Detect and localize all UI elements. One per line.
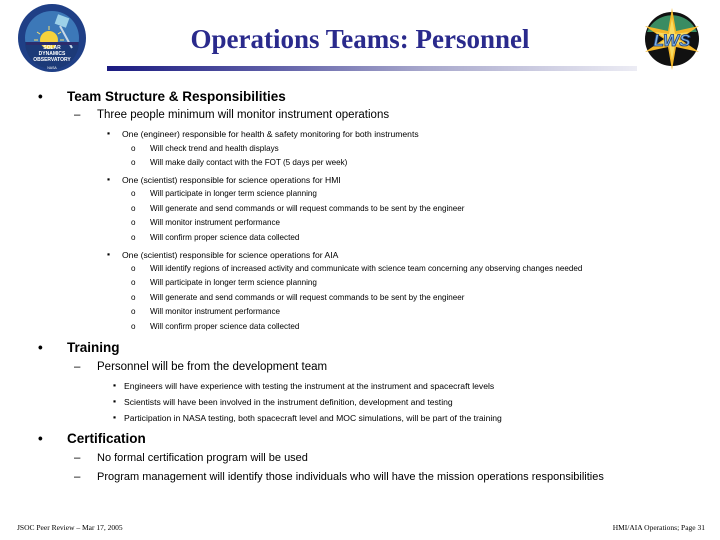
heading-team-structure: Team Structure & Responsibilities	[67, 89, 286, 104]
svg-text:NASA: NASA	[47, 66, 57, 70]
hmi-duty: Will monitor instrument performance	[150, 218, 280, 227]
training-item: Participation in NASA testing, both spacecraft level and MOC simulations, will be part of the training	[124, 413, 502, 423]
square-bullet-icon: ▪	[107, 128, 111, 138]
dash-icon: –	[74, 109, 81, 121]
circle-bullet-icon: o	[131, 278, 136, 287]
svg-text:SOLAR: SOLAR	[43, 45, 61, 51]
aia-duty: Will identify regions of increased activity and communicate with science team concerning any observing changes needed	[150, 264, 583, 273]
hmi-duty: Will confirm proper science data collected	[150, 233, 300, 242]
dash-icon: –	[74, 471, 81, 483]
bullet-icon: •	[38, 340, 43, 355]
aia-duty: Will generate and send commands or will request commands to be sent by the engineer	[150, 293, 465, 302]
hmi-duty: Will generate and send commands or will request commands to be sent by the engineer	[150, 204, 465, 213]
team-item-aia: One (scientist) responsible for science operations for AIA	[122, 250, 339, 260]
square-bullet-icon: ▪	[107, 249, 111, 259]
bullet-icon: •	[38, 89, 43, 104]
training-sub: Personnel will be from the development team	[97, 361, 328, 373]
svg-text:OBSERVATORY: OBSERVATORY	[33, 57, 71, 63]
training-item: Scientists will have been involved in the instrument definition, development and testing	[124, 397, 453, 407]
square-bullet-icon: ▪	[113, 412, 117, 422]
heading-training: Training	[67, 340, 120, 355]
circle-bullet-icon: o	[131, 307, 136, 316]
square-bullet-icon: ▪	[113, 396, 117, 406]
dash-icon: –	[74, 361, 81, 373]
aia-duty: Will monitor instrument performance	[150, 307, 280, 316]
hmi-duty: Will participate in longer term science planning	[150, 189, 317, 198]
square-bullet-icon: ▪	[113, 380, 117, 390]
circle-bullet-icon: o	[131, 293, 136, 302]
svg-text:LWS: LWS	[653, 31, 691, 50]
engineer-duty: Will check trend and health displays	[150, 144, 279, 153]
footer-page-number: HMI/AIA Operations; Page 31	[612, 523, 705, 532]
circle-bullet-icon: o	[131, 218, 136, 227]
footer-left: JSOC Peer Review – Mar 17, 2005	[17, 523, 123, 532]
circle-bullet-icon: o	[131, 189, 136, 198]
team-item-hmi: One (scientist) responsible for science operations for HMI	[122, 175, 341, 185]
circle-bullet-icon: o	[131, 144, 136, 153]
square-bullet-icon: ▪	[107, 174, 111, 184]
team-item-engineer: One (engineer) responsible for health & safety monitoring for both instruments	[122, 129, 419, 139]
circle-bullet-icon: o	[131, 204, 136, 213]
certification-item: No formal certification program will be used	[97, 452, 308, 464]
heading-certification: Certification	[67, 431, 146, 446]
title-underline-bar	[107, 66, 637, 71]
svg-text:DYNAMICS: DYNAMICS	[38, 51, 66, 57]
training-item: Engineers will have experience with testing the instrument at the instrument and spacecraft levels	[124, 381, 495, 391]
circle-bullet-icon: o	[131, 158, 136, 167]
aia-duty: Will confirm proper science data collected	[150, 322, 300, 331]
slide-title: Operations Teams: Personnel	[190, 24, 530, 54]
certification-item: Program management will identify those individuals who will have the mission operations responsibilities	[97, 471, 604, 483]
team-sub: Three people minimum will monitor instrument operations	[97, 109, 390, 121]
dash-icon: –	[74, 452, 81, 464]
circle-bullet-icon: o	[131, 233, 136, 242]
engineer-duty: Will make daily contact with the FOT (5 days per week)	[150, 158, 348, 167]
aia-duty: Will participate in longer term science planning	[150, 278, 317, 287]
circle-bullet-icon: o	[131, 264, 136, 273]
circle-bullet-icon: o	[131, 322, 136, 331]
bullet-icon: •	[38, 431, 43, 446]
